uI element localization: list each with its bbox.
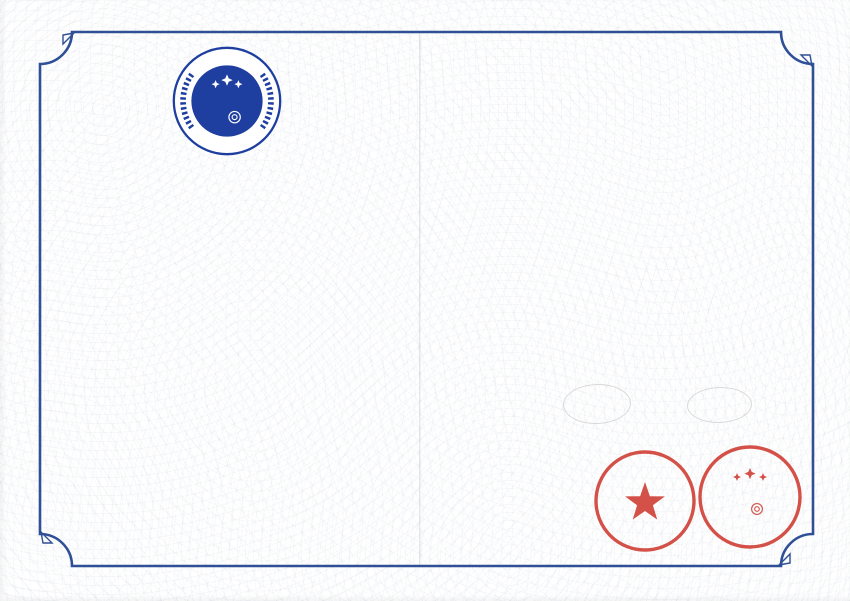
seal-stars-icon — [733, 468, 767, 481]
query-line — [94, 511, 102, 523]
certificate-frame-border — [38, 30, 815, 568]
e-certificate-block — [329, 460, 385, 526]
sangong-zixin-logo — [170, 44, 284, 158]
issuer-seal-company — [592, 446, 698, 556]
annual-review-stamp-placeholder — [686, 386, 752, 424]
seal-star-icon — [625, 482, 665, 520]
issuer-seal-platform — [695, 441, 805, 553]
qr-code — [329, 460, 385, 516]
annual-review-stamp-placeholder — [562, 383, 631, 425]
seal-fingerprint-icon — [752, 504, 763, 515]
page-fold-line — [419, 33, 421, 566]
